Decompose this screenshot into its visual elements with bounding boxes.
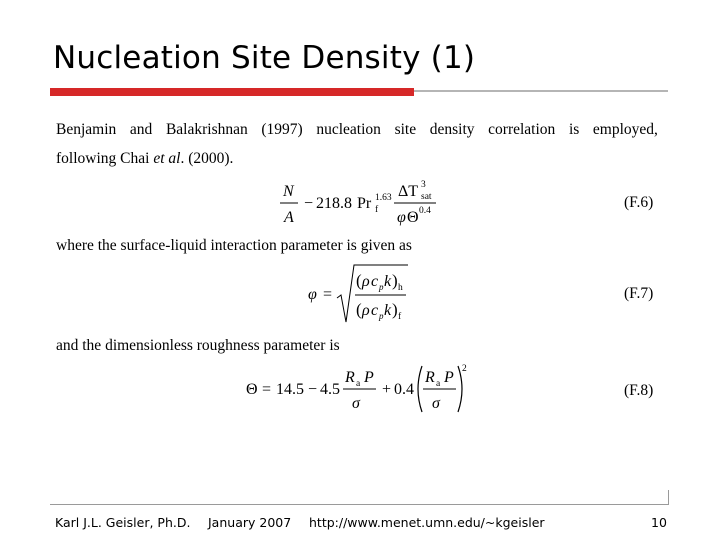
eq6-delta-t-exponent: 3 [421, 180, 426, 190]
eq7-k-bottom: k [384, 302, 392, 319]
slide-title: Nucleation Site Density (1) [53, 40, 476, 76]
eq8-constant-1: 14.5 [276, 381, 304, 398]
equation-f7 [304, 262, 414, 328]
footer-url[interactable]: http://www.menet.umn.edu/~kgeisler [309, 515, 545, 530]
svg-text:(: ( [356, 271, 362, 290]
eq7-subscript-bottom: f [398, 312, 402, 322]
intro-paragraph-line2: following Chai et al. (2000). [56, 150, 234, 167]
eq7-subscript-top: h [398, 283, 403, 293]
svg-text:=: = [262, 381, 272, 398]
intro-word: density [429, 121, 475, 138]
eq8-ra-2: R [425, 369, 435, 386]
intro-word: employed, [592, 121, 658, 138]
eq7-c-sub-top: p [379, 282, 384, 292]
eq6-prandtl-subscript: f [375, 205, 379, 215]
interaction-paragraph: where the surface-liquid interaction parameter is given as [56, 237, 412, 254]
footer-date: January 2007 [208, 515, 292, 530]
intro-word: Benjamin [56, 121, 117, 138]
eq6-prandtl-exponent: 1.63 [375, 193, 392, 203]
svg-text:−: − [304, 195, 314, 212]
eq6-den-theta: Θ [407, 209, 419, 226]
eq8-constant-2: 4.5 [320, 381, 340, 398]
footer-page-number: 10 [651, 515, 667, 530]
eq7-c-sub-bottom: p [379, 311, 384, 321]
title-accent-rule [50, 88, 414, 96]
svg-text:=: = [323, 286, 333, 303]
eq7-c-bottom: c [371, 302, 379, 319]
roughness-paragraph: and the dimensionless roughness parameter is [56, 337, 340, 354]
svg-text:): ) [392, 300, 398, 319]
eq6-den-phi: φ [397, 209, 406, 226]
eq8-ra-sub-2: a [436, 379, 441, 389]
eq8-ra-sub: a [356, 379, 361, 389]
equation-number-f7: (F.7) [624, 285, 654, 302]
intro-word: site [394, 121, 417, 138]
footer-rule-tick [668, 490, 669, 505]
equation-number-f6: (F.6) [624, 194, 654, 211]
eq8-sigma: σ [352, 395, 360, 412]
footer-author: Karl J.L. Geisler, Ph.D. [55, 515, 191, 530]
footer-rule [50, 504, 668, 505]
eq8-sigma-2: σ [432, 395, 440, 412]
svg-text:−: − [308, 381, 318, 398]
eq6-coefficient: 218.8 [316, 195, 352, 212]
eq7-rho-top: ρ [362, 273, 370, 290]
svg-text:(: ( [356, 300, 362, 319]
eq6-delta-t: ΔT [398, 183, 419, 200]
eq7-lhs-phi: φ [308, 286, 317, 303]
equation-f6 [270, 176, 450, 236]
intro-word: correlation [488, 121, 556, 138]
eq8-p-2: P [444, 369, 454, 386]
eq6-prandtl: Pr [357, 195, 372, 212]
eq8-ra: R [345, 369, 355, 386]
eq8-p: P [364, 369, 374, 386]
eq8-exponent: 2 [462, 364, 467, 374]
eq6-lhs-denominator: A [284, 209, 294, 226]
svg-text:+: + [382, 381, 392, 398]
eq7-rho-bottom: ρ [362, 302, 370, 319]
intro-word: and [129, 121, 153, 138]
eq6-delta-t-subscript: sat [421, 192, 432, 202]
eq6-den-theta-exponent: 0.4 [419, 206, 431, 216]
equation-f8 [244, 360, 474, 418]
eq8-lhs-theta: Θ [246, 381, 258, 398]
intro-word: (1997) [261, 121, 303, 138]
eq8-constant-3: 0.4 [394, 381, 414, 398]
intro-paragraph-line1 [56, 121, 658, 139]
intro-word: Balakrishnan [165, 121, 248, 138]
intro-word: nucleation [316, 121, 381, 138]
intro-word: is [568, 121, 580, 138]
eq6-lhs-numerator: N [283, 183, 294, 200]
title-rule [414, 90, 668, 92]
eq7-k-top: k [384, 273, 392, 290]
eq7-c-top: c [371, 273, 379, 290]
svg-text:): ) [392, 271, 398, 290]
equation-number-f8: (F.8) [624, 382, 654, 399]
